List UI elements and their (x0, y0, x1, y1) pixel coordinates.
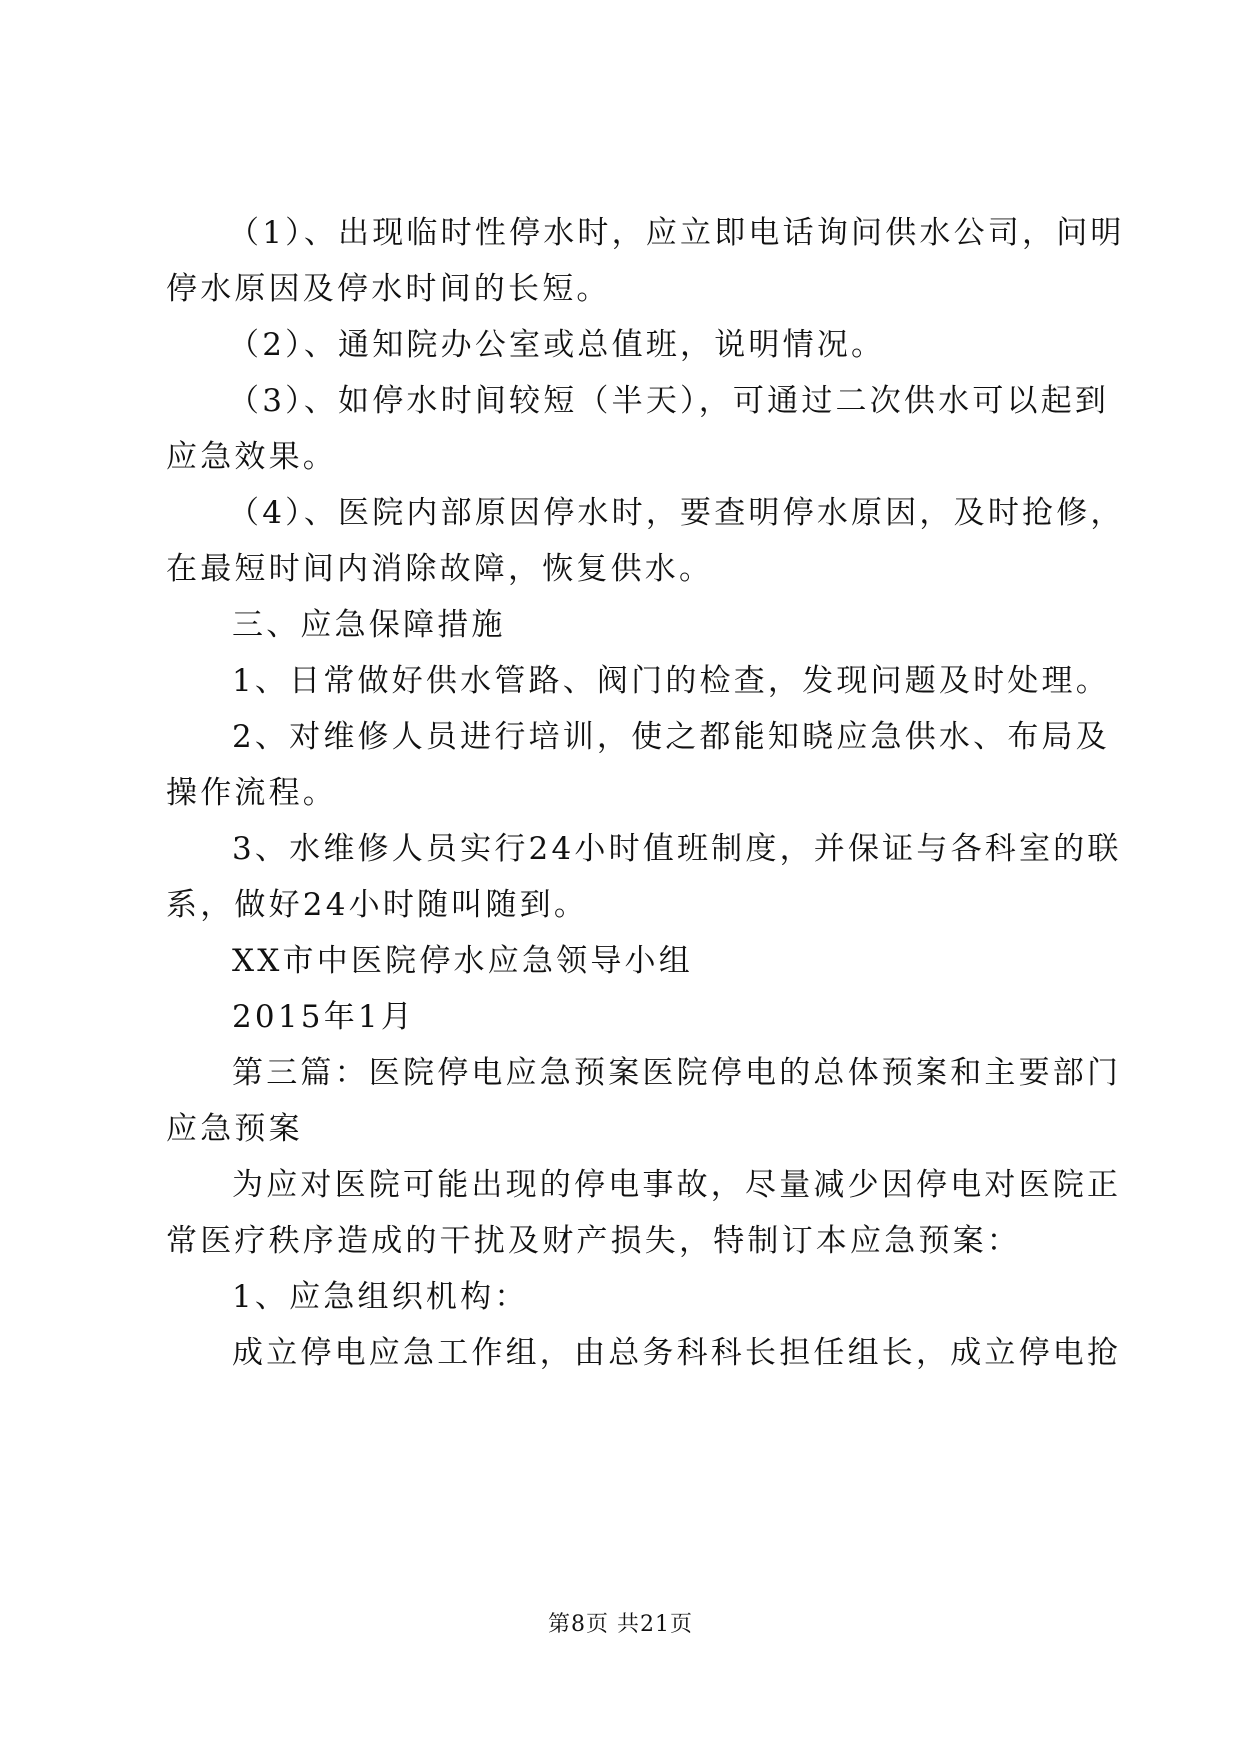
text-line: 1、日常做好供水管路、阀门的检查，发现问题及时处理。 (232, 663, 1110, 699)
text-line: （3）、如停水时间较短（半天），可通过二次供水可以起到 (228, 383, 1110, 419)
text-line: （4）、医院内部原因停水时，要查明停水原因，及时抢修， (228, 495, 1125, 531)
text-line: 1、应急组织机构： (232, 1279, 529, 1315)
page-number-footer: 第8页 共21页 (548, 1612, 693, 1637)
text-line: （1）、出现临时性停水时，应立即电话询问供水公司，问明 (228, 215, 1125, 251)
chapter-title: 第三篇：医院停电应急预案医院停电的总体预案和主要部门 (232, 1055, 1122, 1091)
text-line: 3、水维修人员实行24小时值班制度，并保证与各科室的联 (232, 831, 1122, 867)
text-line: 在最短时间内消除故障，恢复供水。 (166, 551, 714, 587)
text-line: 2、对维修人员进行培训，使之都能知晓应急供水、布局及 (232, 719, 1110, 755)
text-line: 成立停电应急工作组，由总务科科长担任组长，成立停电抢 (232, 1335, 1122, 1371)
chapter-title-cont: 应急预案 (166, 1111, 303, 1147)
text-line: 停水原因及停水时间的长短。 (166, 271, 611, 307)
signature-line: XX市中医院停水应急领导小组 (232, 943, 693, 979)
section-heading: 三、应急保障措施 (232, 607, 506, 643)
date-line: 2015年1月 (232, 999, 416, 1035)
text-line: （2）、通知院办公室或总值班，说明情况。 (228, 327, 886, 363)
text-line: 系，做好24小时随叫随到。 (166, 887, 589, 923)
text-line: 为应对医院可能出现的停电事故，尽量减少因停电对医院正 (232, 1167, 1122, 1203)
text-line: 操作流程。 (166, 775, 337, 811)
text-line: 常医疗秩序造成的干扰及财产损失，特制订本应急预案： (166, 1223, 1021, 1259)
text-line: 应急效果。 (166, 439, 337, 475)
